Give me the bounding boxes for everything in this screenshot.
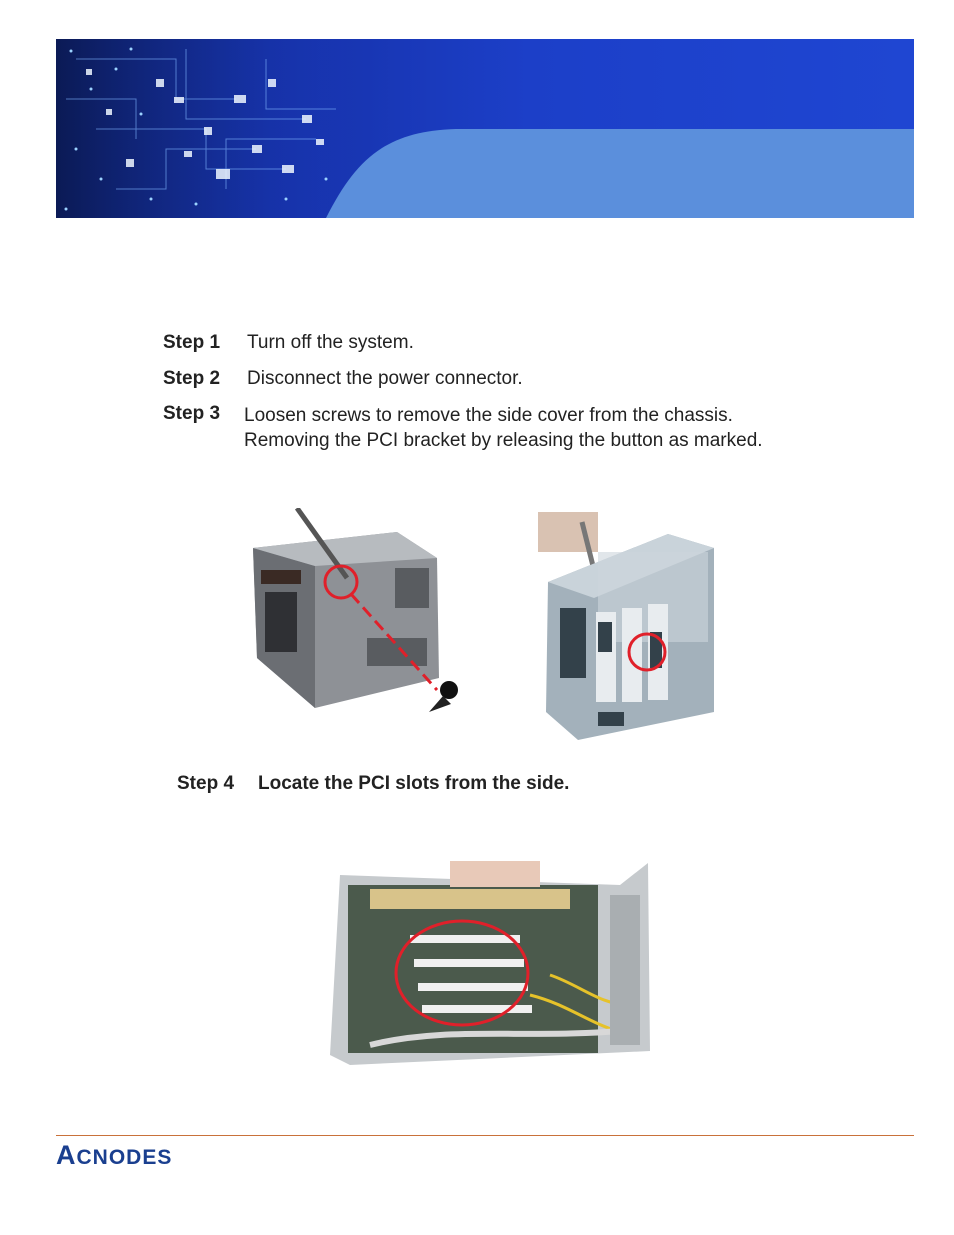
circuit-board-graphic: [56, 39, 914, 218]
chassis-side-cover-photo: [247, 508, 465, 740]
step-label: Step 2: [163, 368, 221, 389]
logo-text: CNODES: [76, 1146, 173, 1169]
step-label: Step 1: [163, 332, 221, 353]
step-text: Turn off the system.: [247, 332, 414, 353]
step-text-line-1: Loosen screws to remove the side cover from the chassis.: [244, 405, 733, 426]
step-text: [244, 403, 763, 453]
logo-initial: A: [56, 1140, 77, 1170]
step-text-line-2: Removing the PCI bracket by releasing the button as marked.: [244, 430, 763, 451]
step-text: Disconnect the power connector.: [247, 368, 523, 389]
step-label: Step 3: [163, 403, 221, 424]
footer-rule: [56, 1135, 914, 1136]
header-banner: [56, 39, 914, 218]
pci-bracket-photo: [538, 512, 722, 752]
step-text: Locate the PCI slots from the side.: [258, 773, 570, 794]
pci-slots-photo: [330, 855, 654, 1067]
acnodes-logo: [56, 1140, 172, 1171]
step-label: Step 4: [177, 773, 235, 794]
